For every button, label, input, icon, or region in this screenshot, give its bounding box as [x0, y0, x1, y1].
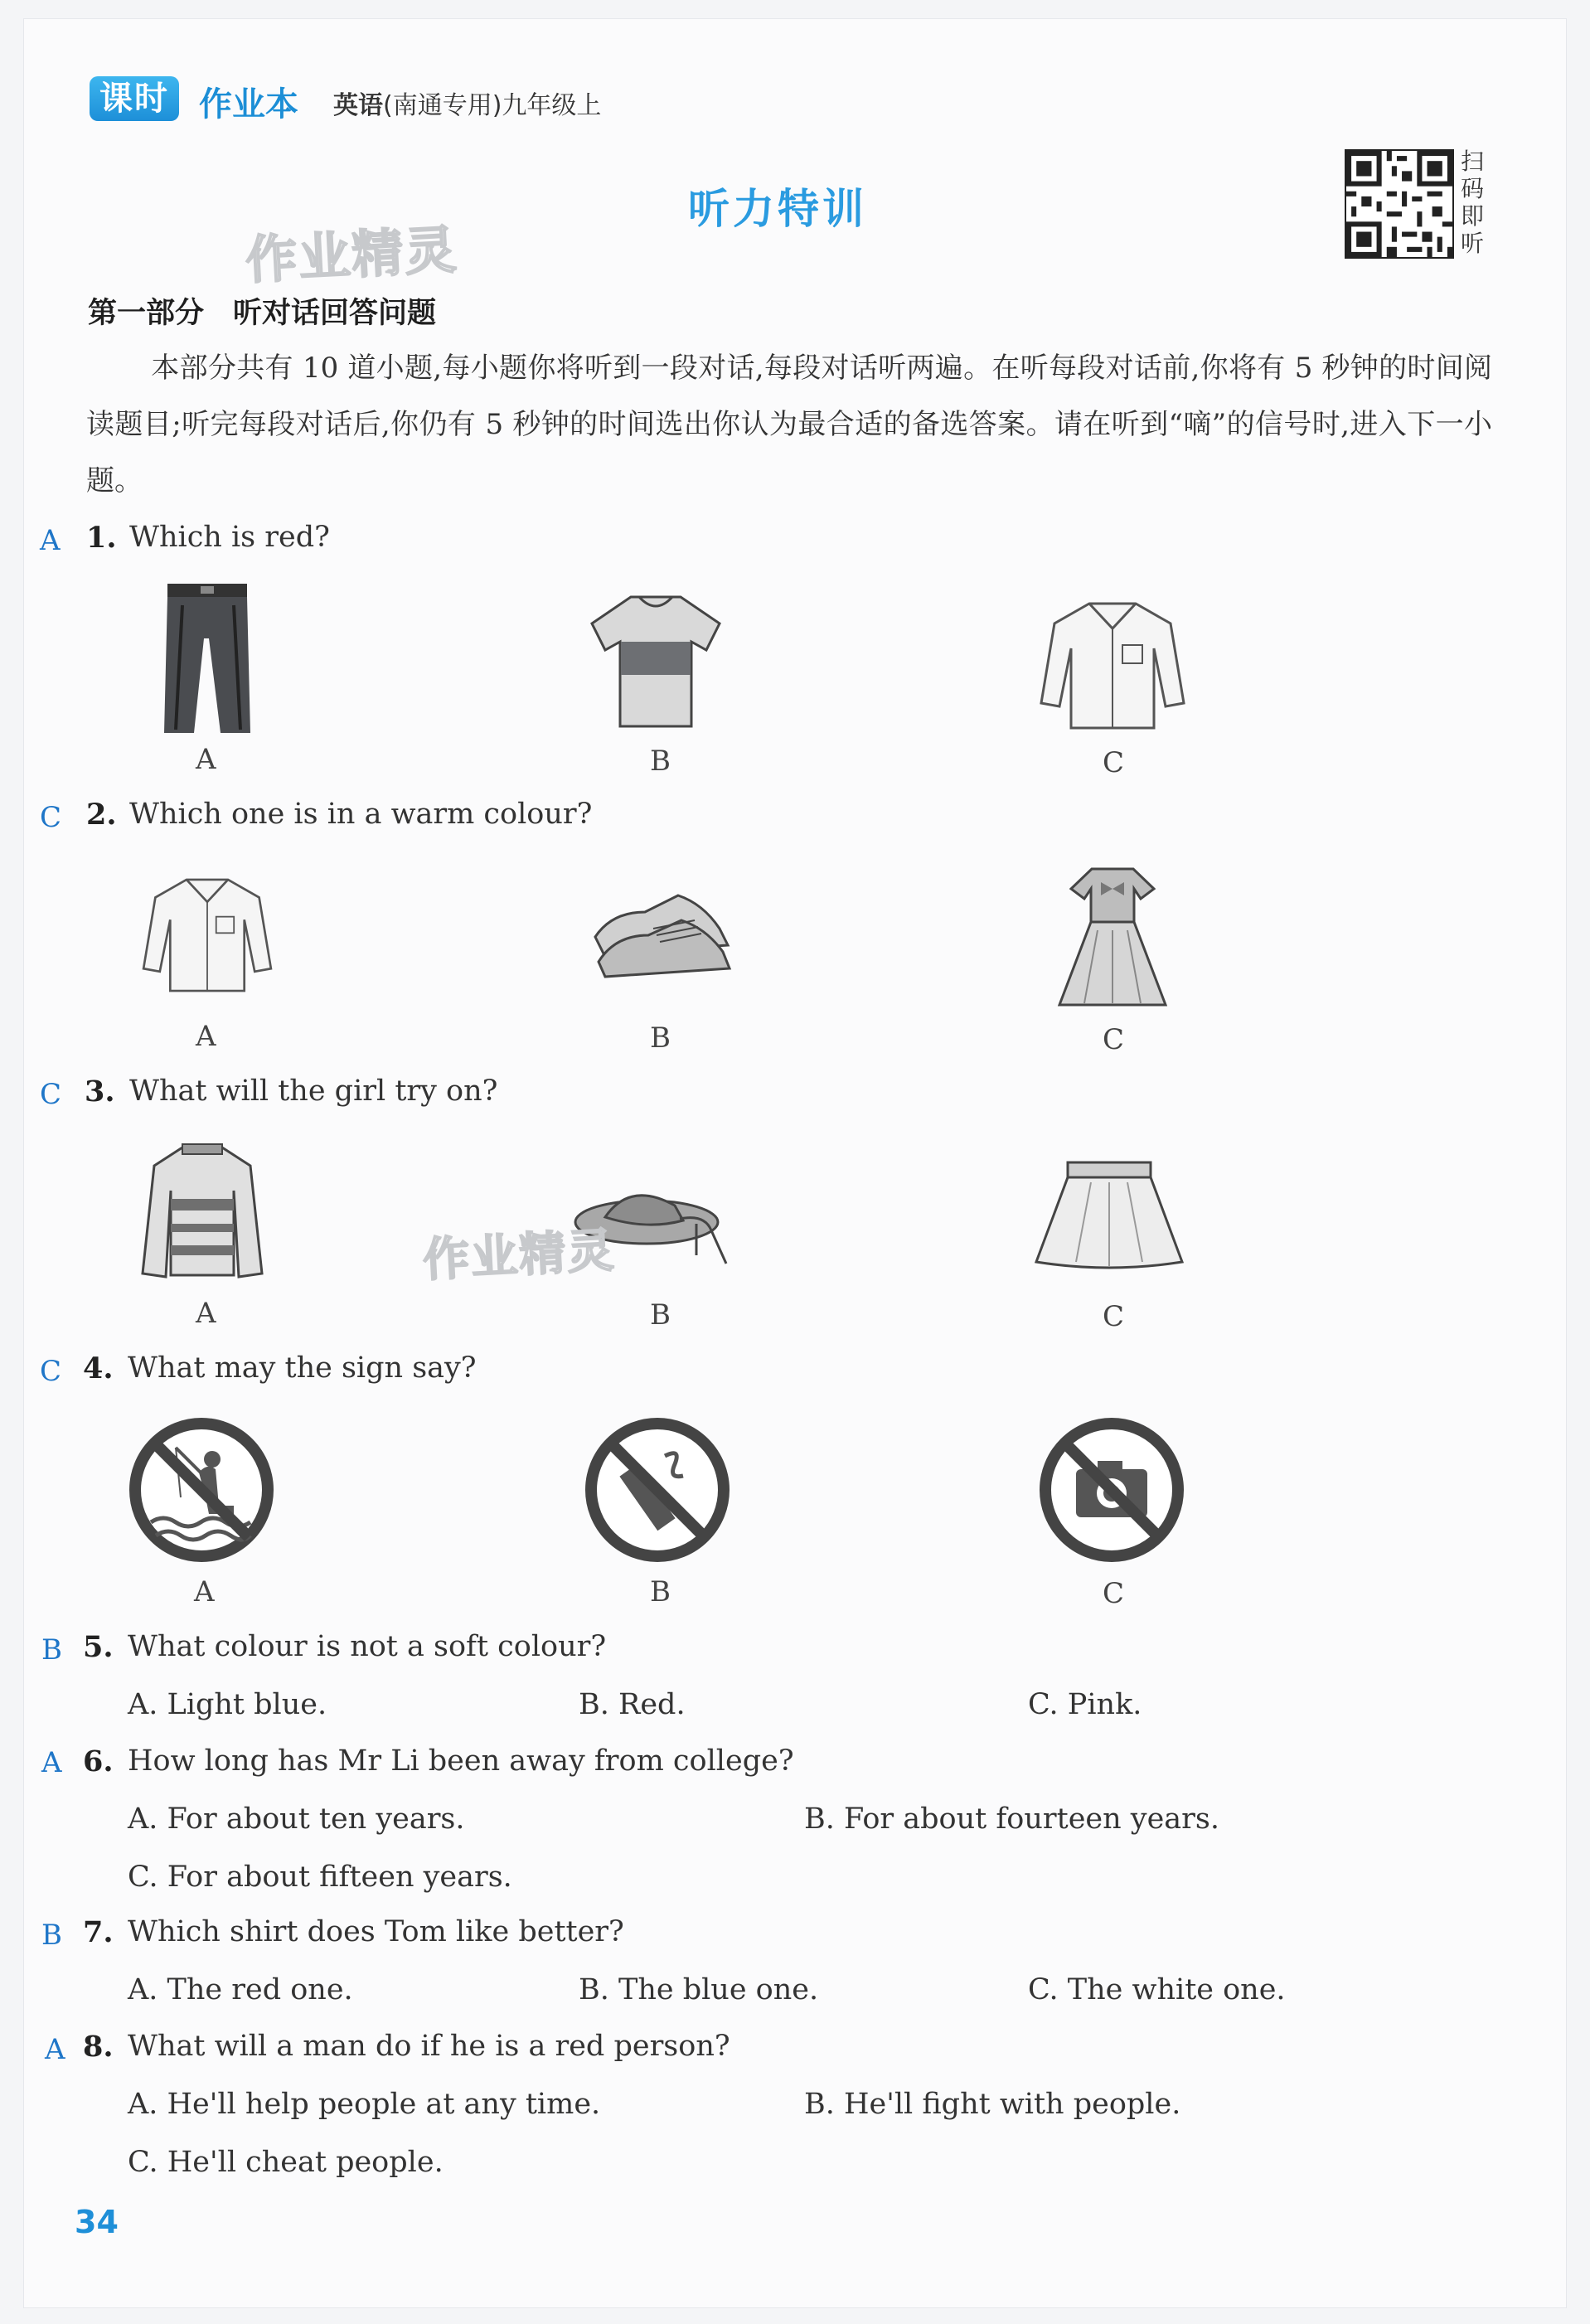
question-number: 2. — [86, 798, 117, 832]
answer-mark: C — [40, 1078, 62, 1111]
question-text: Which one is in a warm colour? — [129, 798, 593, 831]
option-label: A — [194, 1575, 215, 1608]
option-c[interactable]: C. The white one. — [1028, 1973, 1286, 2006]
question-number: 6. — [83, 1744, 114, 1778]
option-label: A — [196, 1020, 216, 1053]
question-text: What will the girl try on? — [129, 1075, 498, 1108]
option-a[interactable]: A. For about ten years. — [128, 1802, 465, 1836]
question-text: What will a man do if he is a red person? — [128, 2030, 730, 2063]
sweater-icon[interactable] — [141, 1141, 264, 1282]
option-a[interactable]: A. The red one. — [128, 1973, 353, 2006]
question-text: What colour is not a soft colour? — [128, 1630, 607, 1663]
dress-icon[interactable] — [1054, 864, 1171, 1013]
answer-mark: C — [40, 1355, 62, 1388]
answer-mark: A — [41, 1746, 62, 1779]
option-b[interactable]: B. He'll fight with people. — [804, 2088, 1181, 2121]
answer-mark: C — [40, 801, 62, 834]
option-label: A — [196, 1297, 216, 1330]
watermark: 作业精灵 — [421, 1223, 617, 1288]
option-label: B — [650, 1298, 671, 1332]
subject-detail: (南通专用)九年级上 — [383, 91, 602, 120]
striped-tshirt-icon[interactable] — [585, 590, 726, 731]
option-c[interactable]: C. Pink. — [1028, 1688, 1142, 1721]
question-number: 1. — [86, 521, 117, 555]
answer-mark: B — [41, 1919, 62, 1952]
watermark: 作业精灵 — [244, 219, 460, 291]
option-a[interactable]: A. Light blue. — [128, 1688, 327, 1721]
question-number: 5. — [83, 1630, 114, 1664]
option-c[interactable]: C. For about fifteen years. — [128, 1861, 512, 1894]
skirt-icon[interactable] — [1033, 1157, 1185, 1274]
subject-name: 英语 — [333, 91, 383, 120]
question-number: 8. — [83, 2030, 114, 2064]
option-label: A — [196, 743, 216, 776]
no-fishing-sign-icon[interactable] — [126, 1414, 277, 1565]
question-number: 3. — [85, 1075, 115, 1109]
qr-code-icon[interactable] — [1345, 149, 1454, 259]
part-title: 第一部分 听对话回答问题 — [88, 297, 437, 330]
sneakers-icon[interactable] — [587, 887, 736, 987]
question-text: How long has Mr Li been away from college? — [128, 1744, 794, 1778]
section-title: 听力特训 — [688, 185, 867, 233]
question-number: 4. — [83, 1351, 114, 1385]
instructions-text: 本部分共有 10 道小题,每小题你将听到一段对话,每段对话听两遍。在听每段对话前,你将有 5 秒钟的时间阅读题目;听完每段对话后,你仍有 5 秒钟的时间选出你认为最合适的备选答案。请在听到“嘀”的信号时,进入下一小题。 — [86, 352, 1492, 497]
option-c[interactable]: C. He'll cheat people. — [128, 2146, 444, 2179]
option-label: B — [650, 1575, 671, 1608]
option-label: C — [1103, 1300, 1125, 1333]
brand-name: 作业本 — [199, 85, 298, 124]
instructions — [86, 340, 1492, 509]
answer-mark: A — [40, 524, 61, 557]
option-label: B — [650, 1021, 671, 1055]
trousers-icon[interactable] — [158, 580, 257, 738]
shirt-icon[interactable] — [133, 872, 282, 998]
option-b[interactable]: B. The blue one. — [579, 1973, 819, 2006]
option-b[interactable]: B. For about fourteen years. — [804, 1802, 1219, 1836]
question-text: Which is red? — [129, 521, 330, 554]
qr-caption: 扫码即听 — [1461, 148, 1485, 257]
question-text: What may the sign say? — [128, 1351, 477, 1385]
no-smoking-sign-icon[interactable] — [582, 1414, 733, 1565]
answer-mark: B — [41, 1633, 62, 1667]
no-photography-sign-icon[interactable] — [1036, 1414, 1187, 1565]
answer-mark: A — [45, 2033, 65, 2066]
question-text: Which shirt does Tom like better? — [128, 1915, 624, 1948]
option-a[interactable]: A. He'll help people at any time. — [128, 2088, 601, 2121]
option-label: B — [650, 745, 671, 778]
option-label: C — [1103, 1577, 1125, 1610]
shirt-icon[interactable] — [1038, 595, 1187, 736]
question-number: 7. — [83, 1915, 114, 1949]
option-label: C — [1103, 746, 1125, 779]
option-b[interactable]: B. Red. — [579, 1688, 686, 1721]
brand-badge: 课时 — [90, 76, 179, 121]
page-number: 34 — [75, 2204, 119, 2240]
subject-label — [333, 85, 601, 121]
option-label: C — [1103, 1023, 1125, 1056]
